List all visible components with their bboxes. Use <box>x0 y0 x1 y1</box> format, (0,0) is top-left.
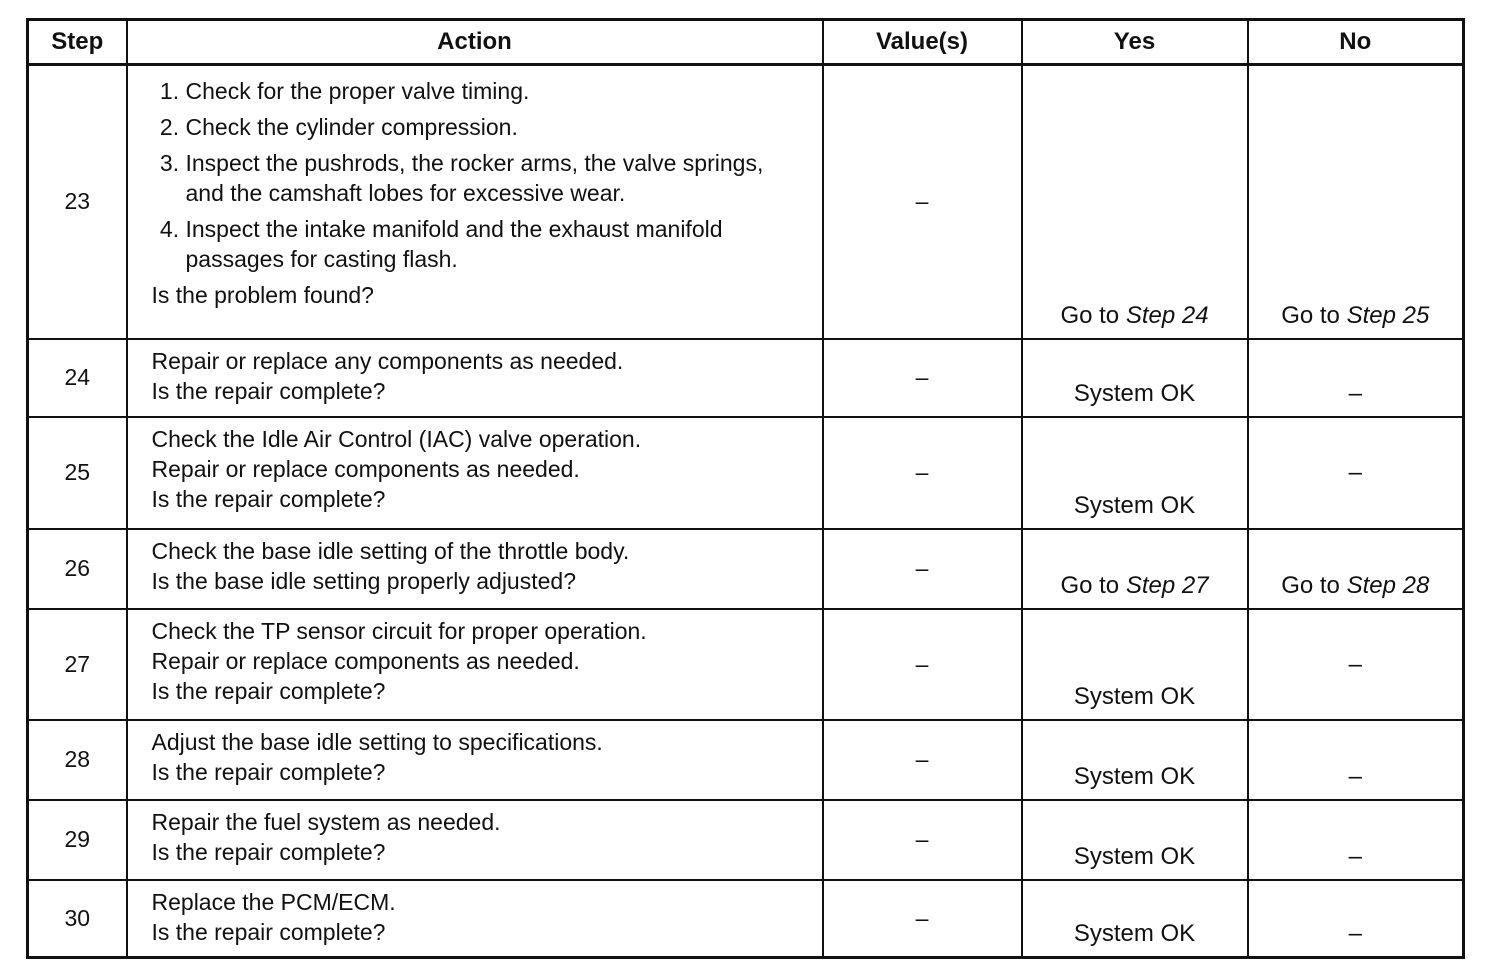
action-line: Replace the PCM/ECM. <box>151 888 396 915</box>
step-number: 29 <box>28 800 127 880</box>
step-number: 28 <box>28 720 127 800</box>
action-question: Is the repair complete? <box>151 377 386 404</box>
value-cell: – <box>823 417 1022 529</box>
header-action: Action <box>127 20 823 65</box>
table-row <box>28 529 1464 609</box>
value-cell: – <box>823 65 1022 339</box>
table-row <box>28 880 1464 958</box>
table-row <box>28 609 1464 720</box>
action-line: Repair or replace components as needed. <box>151 647 580 674</box>
action-list <box>152 76 802 274</box>
action-cell <box>127 800 823 880</box>
value-cell: – <box>823 529 1022 609</box>
action-cell <box>127 417 823 529</box>
yes-cell: System OK <box>1022 609 1248 720</box>
yes-step-ref: Step 24 <box>1125 301 1209 329</box>
step-number: 30 <box>28 880 127 958</box>
table-row <box>28 800 1464 880</box>
yes-cell: System OK <box>1022 800 1248 880</box>
value-cell: – <box>823 800 1022 880</box>
yes-cell <box>1022 65 1248 339</box>
no-step-ref: Step 25 <box>1346 301 1430 329</box>
value-cell: – <box>823 720 1022 800</box>
value-cell: – <box>823 609 1022 720</box>
action-line: Repair the fuel system as needed. <box>151 808 501 835</box>
yes-cell: System OK <box>1022 417 1248 529</box>
no-prefix: Go to <box>1281 301 1347 329</box>
no-cell: – <box>1248 417 1464 529</box>
step-number: 25 <box>28 417 127 529</box>
action-cell <box>127 529 823 609</box>
table-row <box>28 720 1464 800</box>
action-question: Is the repair complete? <box>151 918 386 945</box>
step-number: 24 <box>28 339 127 417</box>
header-yes: Yes <box>1022 20 1248 65</box>
yes-step-ref: Step 27 <box>1125 571 1209 599</box>
action-line: Adjust the base idle setting to specifications. <box>151 728 603 755</box>
action-question: Is the repair complete? <box>151 485 386 512</box>
value-cell: – <box>823 880 1022 958</box>
list-item: 3. Inspect the pushrods, the rocker arms, the valve springs, and the camshaft lobes for excessive wear. <box>186 148 802 208</box>
header-no: No <box>1248 20 1464 65</box>
header-row <box>28 20 1464 65</box>
no-cell: – <box>1248 339 1464 417</box>
step-number: 23 <box>28 65 127 339</box>
action-cell <box>127 339 823 417</box>
no-cell: – <box>1248 720 1464 800</box>
action-line: Check the Idle Air Control (IAC) valve operation. <box>151 425 642 452</box>
action-question: Is the repair complete? <box>151 758 386 785</box>
action-line: Repair or replace any components as needed. <box>151 347 624 374</box>
yes-prefix: Go to <box>1060 301 1126 329</box>
no-cell: – <box>1248 800 1464 880</box>
action-line: Check the base idle setting of the throttle body. <box>151 537 630 564</box>
list-item: 4. Inspect the intake manifold and the exhaust manifold passages for casting flash. <box>186 214 802 274</box>
action-cell <box>127 880 823 958</box>
diagnostic-table <box>26 18 1465 959</box>
no-cell: – <box>1248 609 1464 720</box>
no-step-ref: Step 28 <box>1346 571 1430 599</box>
action-question: Is the repair complete? <box>151 677 386 704</box>
action-question: Is the problem found? <box>151 282 374 308</box>
action-question: Is the base idle setting properly adjusted? <box>151 567 576 594</box>
value-cell: – <box>823 339 1022 417</box>
action-cell <box>127 720 823 800</box>
yes-cell <box>1022 529 1248 609</box>
action-cell <box>127 65 823 339</box>
header-values: Value(s) <box>823 20 1022 65</box>
table-row <box>28 417 1464 529</box>
action-question: Is the repair complete? <box>151 838 386 865</box>
action-cell <box>127 609 823 720</box>
action-line: Repair or replace components as needed. <box>151 455 580 482</box>
no-prefix: Go to <box>1281 571 1347 599</box>
no-cell <box>1248 65 1464 339</box>
header-step: Step <box>28 20 127 65</box>
step-number: 26 <box>28 529 127 609</box>
list-item: 2. Check the cylinder compression. <box>186 112 802 142</box>
yes-cell: System OK <box>1022 880 1248 958</box>
yes-prefix: Go to <box>1060 571 1126 599</box>
yes-cell: System OK <box>1022 339 1248 417</box>
action-line: Check the TP sensor circuit for proper operation. <box>151 617 647 644</box>
no-cell: – <box>1248 880 1464 958</box>
no-cell <box>1248 529 1464 609</box>
step-number: 27 <box>28 609 127 720</box>
list-item: 1. Check for the proper valve timing. <box>186 76 802 106</box>
table-row <box>28 65 1464 339</box>
table-row <box>28 339 1464 417</box>
yes-cell: System OK <box>1022 720 1248 800</box>
